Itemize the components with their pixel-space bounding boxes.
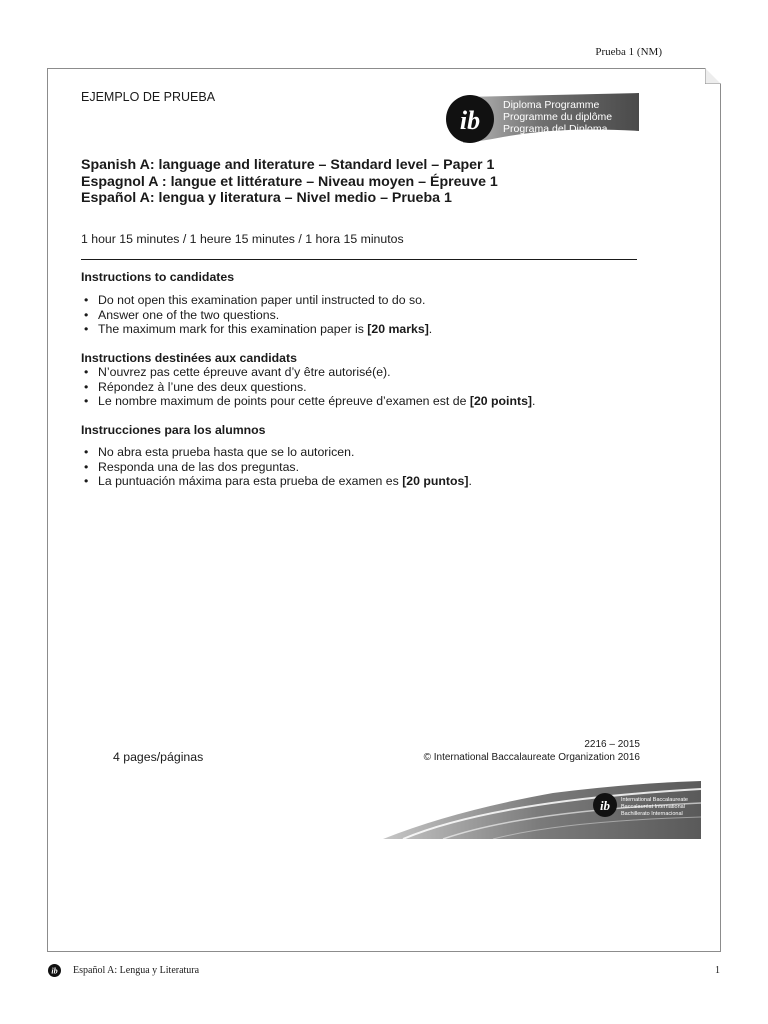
footer-ib-letters: ib [51,966,58,976]
list-item: • Répondez à l’une des deux questions. [81,380,535,395]
list-item: • Answer one of the two questions. [81,308,432,323]
footer-page-number: 1 [715,965,720,976]
max-points: [20 points] [469,394,533,408]
exam-code-block [408,738,640,764]
max-marks: [20 marks] [367,322,429,336]
instructions-heading-french: Instructions destinées aux candidats [81,351,297,365]
list-item-text: The maximum mark for this examination paper is [98,322,368,336]
banner-line-2: Baccalauréat International [621,804,685,810]
banner-ib-letters: ib [599,798,611,813]
logo-line-1: Diploma Programme [503,99,600,111]
footer-title: Español A: Lengua y Literatura [73,965,200,976]
list-item: • N’ouvrez pas cette épreuve avant d’y être autorisé(e). [81,365,535,380]
exam-duration: 1 hour 15 minutes / 1 heure 15 minutes / 1 hora 15 minutos [81,232,404,246]
folded-corner-icon [705,68,721,84]
list-item-end: . [428,322,433,336]
list-item [81,474,472,489]
list-item [81,394,535,409]
ib-mark-letters: ib [459,106,481,135]
page-count: 4 pages/páginas [113,750,204,764]
title-spanish: Español A: lengua y literatura – Nivel medio – Prueba 1 [81,190,452,206]
list-item [81,322,432,337]
exam-cover-sheet [47,68,721,952]
ib-banner-logo [383,781,701,839]
instructions-heading-spanish: Instrucciones para los alumnos [81,423,266,437]
list-item: • Responda una de las dos preguntas. [81,460,472,475]
logo-line-2: Programme du diplôme [503,111,613,123]
ib-diploma-programme-logo [443,93,639,145]
running-head: Prueba 1 (NM) [595,46,662,58]
ib-footer-icon [48,964,61,977]
sample-paper-label: EJEMPLO DE PRUEBA [81,90,216,104]
title-french: Espagnol A : langue et littérature – Niveau moyen – Épreuve 1 [81,173,498,190]
list-item: • No abra esta prueba hasta que se lo autoricen. [81,445,472,460]
exam-code: 2216 – 2015 [584,739,640,750]
max-puntos: [20 puntos] [402,474,469,488]
banner-line-3: Bachillerato Internacional [621,811,683,817]
title-english: Spanish A: language and literature – Standard level – Paper 1 [81,157,495,173]
banner-line-1: International Baccalaureate [621,797,688,803]
list-item-text: Le nombre maximum de points pour cette épreuve d’examen est de [98,394,470,408]
paper-titles [81,157,498,207]
list-item: • Do not open this examination paper until instructed to do so. [81,293,432,308]
instructions-heading-english: Instructions to candidates [81,270,235,284]
instructions-list-french [81,365,535,409]
list-item-end: . [468,474,472,488]
instructions-list-english [81,293,432,337]
copyright-notice: © International Baccalaureate Organization 2016 [423,752,640,763]
section-divider [81,259,637,260]
logo-line-3: Programa del Diploma [503,123,608,135]
instructions-list-spanish [81,445,472,489]
list-item-text: La puntuación máxima para esta prueba de examen es [98,474,403,488]
list-item-end: . [532,394,536,408]
